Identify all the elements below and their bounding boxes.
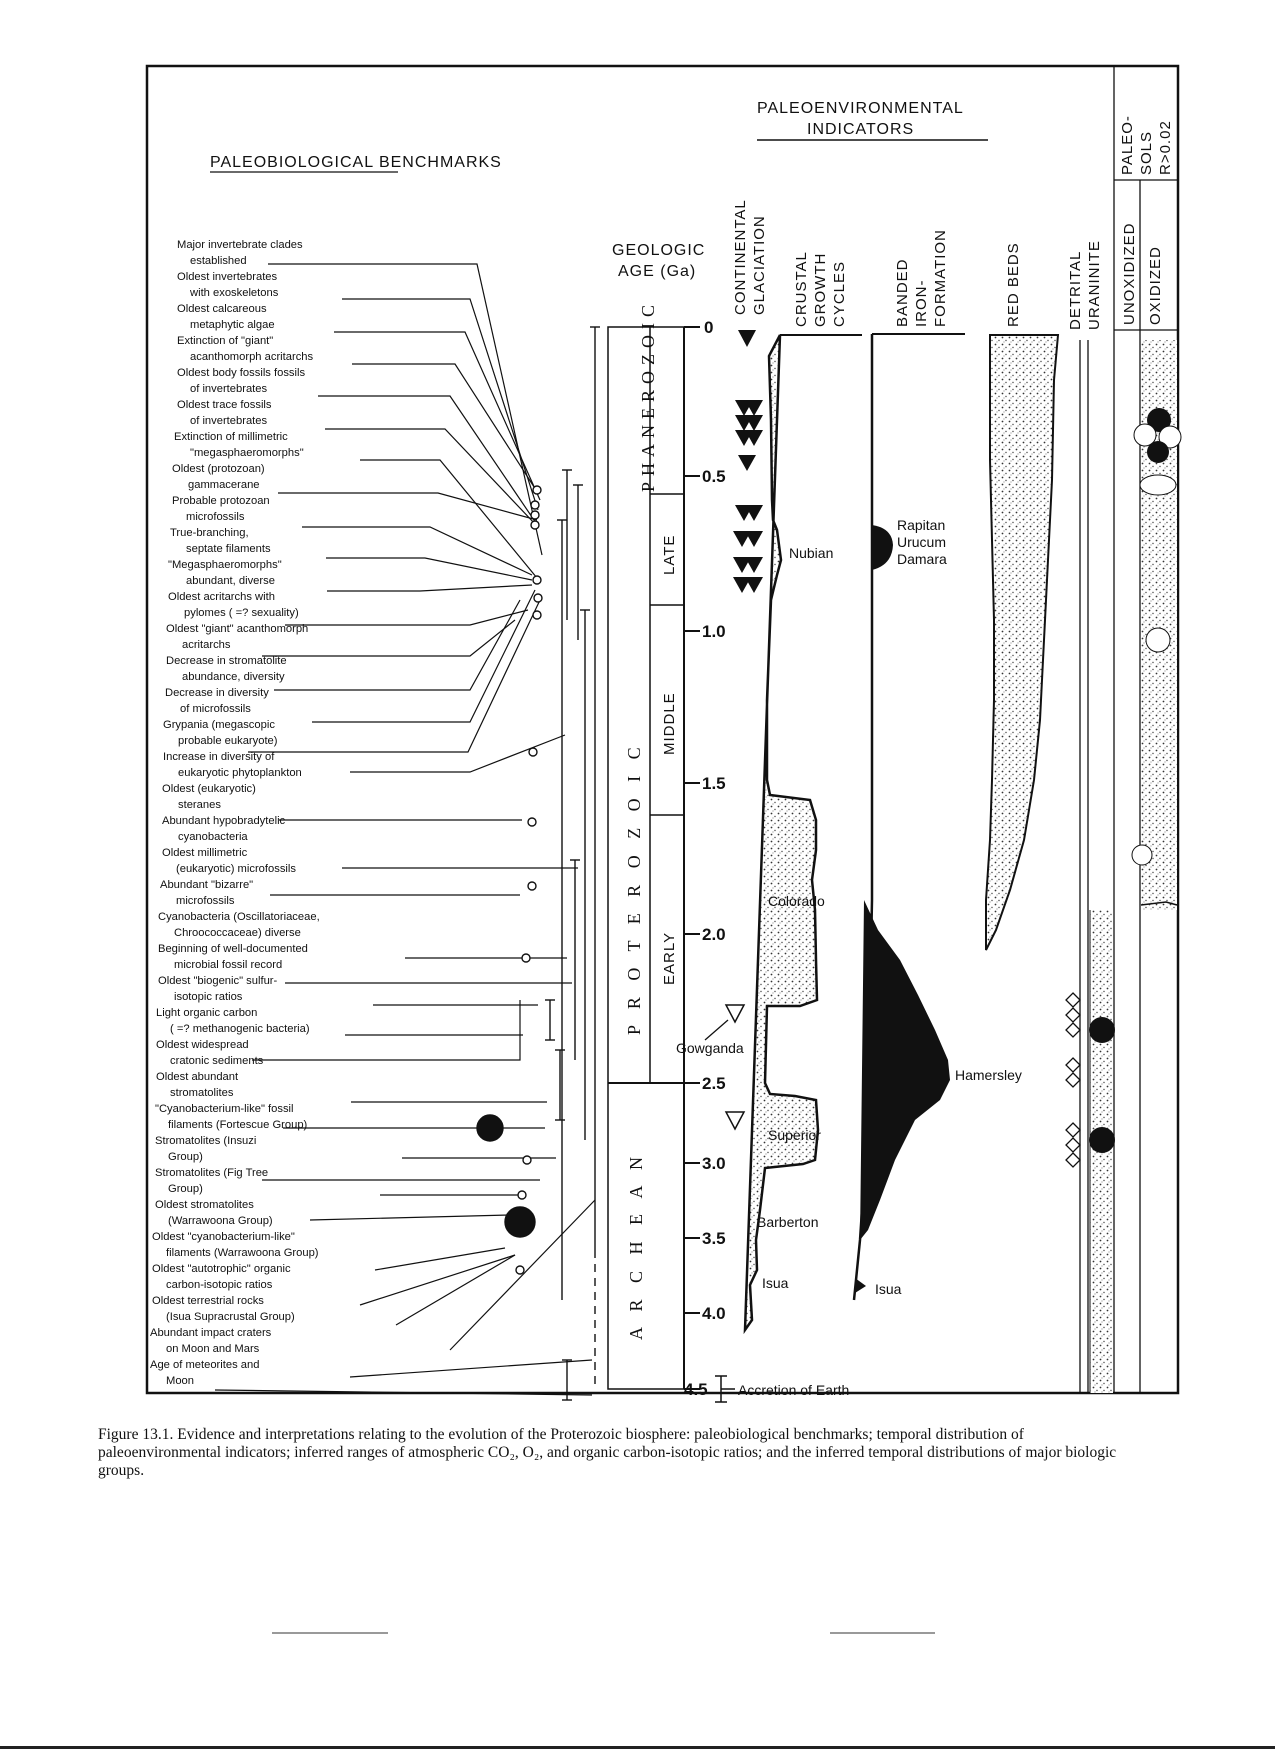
column-header-red-beds bbox=[1005, 242, 1022, 327]
footer-rule bbox=[0, 1746, 1275, 1749]
svg-text:RED BEDS: RED BEDS bbox=[1005, 242, 1022, 327]
label-rapitan: Rapitan bbox=[897, 517, 946, 533]
benchmark-line: microfossils bbox=[176, 895, 235, 907]
benchmark-line: established bbox=[190, 255, 247, 267]
tick-label: 0 bbox=[704, 318, 714, 337]
benchmark-line: gammacerane bbox=[188, 479, 260, 491]
age-tick-labels bbox=[684, 318, 726, 1399]
tick-label: 1.5 bbox=[702, 774, 726, 793]
benchmark-line: Beginning of well-documented bbox=[158, 943, 308, 955]
benchmark-line: carbon-isotopic ratios bbox=[166, 1279, 273, 1291]
label-urucum: Urucum bbox=[897, 534, 947, 550]
red-beds-band bbox=[986, 335, 1058, 950]
benchmark-line: Oldest terrestrial rocks bbox=[152, 1295, 264, 1307]
tick-label: 2.5 bbox=[702, 1074, 726, 1093]
svg-text:IRON-: IRON- bbox=[913, 279, 930, 327]
benchmark-line: Oldest acritarchs with bbox=[168, 591, 275, 603]
benchmark-line: isotopic ratios bbox=[174, 991, 243, 1003]
benchmark-line: filaments (Warrawoona Group) bbox=[166, 1247, 319, 1259]
label-barberton: Barberton bbox=[757, 1214, 819, 1230]
benchmark-line: Stromatolites (Fig Tree bbox=[155, 1167, 269, 1179]
banded-iron-curve bbox=[854, 334, 965, 1300]
benchmark-line: ( =? methanogenic bacteria) bbox=[170, 1023, 310, 1035]
benchmark-line: septate filaments bbox=[186, 543, 271, 555]
tick-label: 1.0 bbox=[702, 622, 726, 641]
benchmark-line: Extinction of "giant" bbox=[177, 335, 274, 347]
tick-label: 2.0 bbox=[702, 925, 726, 944]
figure-caption: Figure 13.1. Evidence and interpretations relating to the evolution of the Proterozoic biosphere: paleobiological benchmarks; temporal distribution of paleoenvironmental indicators; inferred ranges of atmospheric CO₂, O₂, and organic carbon-isotopic ratios; and the inferred temporal distributions of major biologic groups. bbox=[98, 1426, 1117, 1479]
tick-label: 0.5 bbox=[702, 467, 726, 486]
column-header-uraninite bbox=[1067, 240, 1103, 330]
benchmark-line: Abundant impact craters bbox=[150, 1327, 272, 1339]
benchmark-line: acanthomorph acritarchs bbox=[190, 351, 314, 363]
svg-text:CONTINENTAL: CONTINENTAL bbox=[732, 199, 749, 315]
eon-proterozoic: P R O T E R O Z O I C bbox=[624, 741, 644, 1035]
benchmark-line: metaphytic algae bbox=[190, 319, 275, 331]
benchmark-line: with exoskeletons bbox=[190, 287, 279, 299]
benchmark-line: steranes bbox=[178, 799, 221, 811]
accretion-label: Accretion of Earth bbox=[738, 1382, 850, 1398]
benchmark-markers bbox=[477, 486, 542, 1274]
benchmark-line: (eukaryotic) microfossils bbox=[176, 863, 296, 875]
svg-text:PALEO-: PALEO- bbox=[1119, 115, 1136, 175]
svg-text:R>0.02: R>0.02 bbox=[1157, 120, 1174, 175]
benchmark-line: Extinction of millimetric bbox=[174, 431, 288, 443]
accretion-bracket bbox=[715, 1376, 735, 1402]
column-header-banded-iron bbox=[894, 229, 949, 327]
label-colorado: Colorado bbox=[768, 893, 825, 909]
benchmark-line: Oldest body fossils fossils bbox=[177, 367, 306, 379]
era-middle: MIDDLE bbox=[661, 692, 678, 755]
benchmark-line: acritarchs bbox=[182, 639, 231, 651]
benchmark-line: Oldest "cyanobacterium-like" bbox=[152, 1231, 295, 1243]
benchmark-line: eukaryotic phytoplankton bbox=[178, 767, 302, 779]
column-header-glaciation bbox=[732, 199, 768, 315]
era-late: LATE bbox=[661, 534, 678, 575]
benchmark-line: Moon bbox=[166, 1375, 194, 1387]
benchmark-line: Oldest "biogenic" sulfur- bbox=[158, 975, 278, 987]
benchmark-line: Light organic carbon bbox=[156, 1007, 258, 1019]
benchmark-line: Oldest stromatolites bbox=[155, 1199, 254, 1211]
benchmark-line: of microfossils bbox=[180, 703, 251, 715]
svg-text:FORMATION: FORMATION bbox=[932, 229, 949, 327]
svg-text:CYCLES: CYCLES bbox=[831, 260, 848, 327]
benchmark-line: Increase in diversity of bbox=[163, 751, 275, 763]
benchmark-line: microbial fossil record bbox=[174, 959, 283, 971]
tick-label: 4.5 bbox=[684, 1380, 708, 1399]
benchmark-line: of invertebrates bbox=[190, 383, 268, 395]
benchmark-line: True-branching, bbox=[170, 527, 249, 539]
svg-text:GLACIATION: GLACIATION bbox=[751, 215, 768, 315]
label-nubian: Nubian bbox=[789, 545, 834, 561]
paleobiological-heading: PALEOBIOLOGICAL BENCHMARKS bbox=[210, 154, 502, 171]
benchmark-line: "Megasphaeromorphs" bbox=[168, 559, 282, 571]
benchmark-line: cyanobacteria bbox=[178, 831, 248, 843]
benchmark-line: Oldest "autotrophic" organic bbox=[152, 1263, 291, 1275]
age-axis bbox=[684, 327, 700, 1389]
benchmark-line: Oldest "giant" acanthomorph bbox=[166, 623, 309, 635]
benchmark-line: Oldest calcareous bbox=[177, 303, 267, 315]
svg-text:CRUSTAL: CRUSTAL bbox=[793, 251, 810, 327]
benchmark-line: Probable protozoan bbox=[172, 495, 270, 507]
benchmark-line: "megasphaeromorphs" bbox=[190, 447, 304, 459]
geologic-age-heading: GEOLOGIC bbox=[612, 242, 706, 259]
indicators-heading: INDICATORS bbox=[807, 121, 915, 138]
benchmark-line: Decrease in stromatolite bbox=[166, 655, 287, 667]
benchmark-line: stromatolites bbox=[170, 1087, 234, 1099]
label-hamersley: Hamersley bbox=[955, 1067, 1022, 1083]
unoxidized-label: UNOXIDIZED bbox=[1121, 222, 1138, 325]
tick-label: 3.0 bbox=[702, 1154, 726, 1173]
benchmark-line: on Moon and Mars bbox=[166, 1343, 260, 1355]
benchmark-line: Stromatolites (Insuzi bbox=[155, 1135, 257, 1147]
paleoenvironmental-heading: PALEOENVIRONMENTAL bbox=[757, 100, 964, 117]
label-damara: Damara bbox=[897, 551, 947, 567]
oxidized-label: OXIDIZED bbox=[1147, 246, 1164, 325]
benchmark-line: (Isua Supracrustal Group) bbox=[166, 1311, 295, 1323]
benchmark-line: Abundant hypobradytelic bbox=[162, 815, 286, 827]
benchmark-line: Abundant "bizarre" bbox=[160, 879, 254, 891]
benchmark-line: Oldest abundant bbox=[156, 1071, 239, 1083]
eon-archean: A R C H E A N bbox=[626, 1150, 646, 1340]
benchmark-line: pylomes ( =? sexuality) bbox=[184, 607, 299, 619]
benchmark-line: probable eukaryote) bbox=[178, 735, 278, 747]
tick-label: 3.5 bbox=[702, 1229, 726, 1248]
benchmark-line: of invertebrates bbox=[190, 415, 268, 427]
svg-text:URANINITE: URANINITE bbox=[1086, 240, 1103, 330]
benchmark-line: Oldest trace fossils bbox=[177, 399, 272, 411]
column-header-crustal-growth bbox=[793, 251, 848, 327]
range-bars bbox=[545, 327, 600, 1400]
uraninite-column bbox=[1066, 340, 1115, 1393]
label-isua-crust: Isua bbox=[762, 1275, 789, 1291]
svg-text:GROWTH: GROWTH bbox=[812, 252, 829, 327]
benchmark-line: (Warrawoona Group) bbox=[168, 1215, 273, 1227]
geologic-age-unit: AGE (Ga) bbox=[618, 263, 697, 280]
benchmark-line: Oldest (eukaryotic) bbox=[162, 783, 256, 795]
benchmark-line: Group) bbox=[168, 1151, 203, 1163]
benchmark-line: microfossils bbox=[186, 511, 245, 523]
benchmark-line: Chroococcaceae) diverse bbox=[174, 927, 301, 939]
benchmark-line: Age of meteorites and bbox=[150, 1359, 260, 1371]
svg-text:DETRITAL: DETRITAL bbox=[1067, 250, 1084, 330]
benchmark-line: Decrease in diversity bbox=[165, 687, 269, 699]
benchmark-list bbox=[150, 239, 320, 1387]
benchmark-line: Oldest widespread bbox=[156, 1039, 249, 1051]
benchmark-line: abundant, diverse bbox=[186, 575, 275, 587]
era-early: EARLY bbox=[661, 931, 678, 985]
benchmark-line: Grypania (megascopic bbox=[163, 719, 275, 731]
label-gowganda: Gowganda bbox=[676, 1040, 744, 1056]
eon-phanerozoic: PHANEROZOIC bbox=[638, 298, 658, 492]
benchmark-line: Oldest invertebrates bbox=[177, 271, 278, 283]
benchmark-line: filaments (Fortescue Group) bbox=[168, 1119, 308, 1131]
benchmark-line: Oldest (protozoan) bbox=[172, 463, 265, 475]
crustal-growth-curve bbox=[745, 335, 818, 1330]
benchmark-line: Group) bbox=[168, 1183, 203, 1195]
benchmark-line: Major invertebrate clades bbox=[177, 239, 303, 251]
benchmark-line: cratonic sediments bbox=[170, 1055, 264, 1067]
benchmark-line: Cyanobacteria (Oscillatoriaceae, bbox=[158, 911, 320, 923]
benchmark-line: "Cyanobacterium-like" fossil bbox=[155, 1103, 294, 1115]
label-superior: Superior bbox=[768, 1127, 821, 1143]
svg-text:BANDED: BANDED bbox=[894, 258, 911, 327]
benchmark-line: abundance, diversity bbox=[182, 671, 285, 683]
svg-text:SOLS: SOLS bbox=[1138, 130, 1155, 175]
benchmark-line: Oldest millimetric bbox=[162, 847, 248, 859]
tick-label: 4.0 bbox=[702, 1304, 726, 1323]
label-isua-bif: Isua bbox=[875, 1281, 902, 1297]
